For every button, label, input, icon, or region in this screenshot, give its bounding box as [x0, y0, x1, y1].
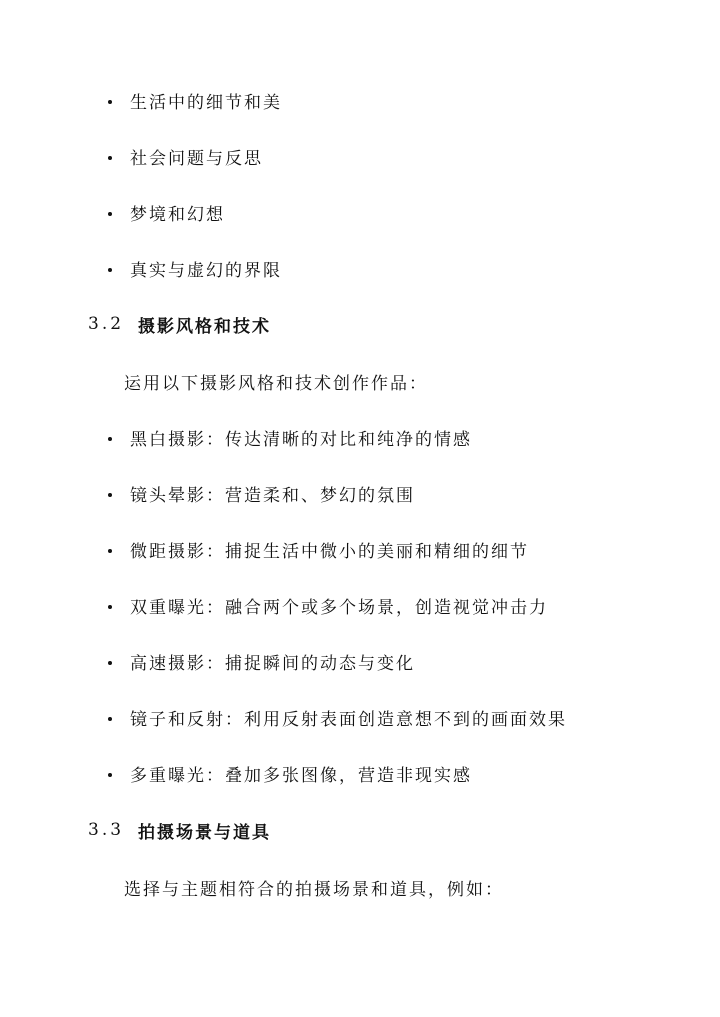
- section-intro-paragraph: 选择与主题相符合的拍摄场景和道具，例如：: [124, 879, 504, 900]
- list-item: [108, 479, 415, 507]
- list-item-text: 高速摄影：捕捉瞬间的动态与变化: [130, 653, 415, 674]
- section-number: 3.3: [88, 820, 125, 840]
- section-number: 3.2: [88, 314, 125, 334]
- bullet-icon: [108, 156, 112, 160]
- bullet-icon: [108, 268, 112, 272]
- list-item-text: 镜子和反射：利用反射表面创造意想不到的画面效果: [130, 709, 567, 730]
- list-item-text: 微距摄影：捕捉生活中微小的美丽和精细的细节: [130, 541, 529, 562]
- list-item: [108, 254, 282, 282]
- list-item-text: 双重曝光：融合两个或多个场景，创造视觉冲击力: [130, 597, 548, 618]
- bullet-icon: [108, 717, 112, 721]
- list-item: [108, 198, 225, 226]
- list-item-text: 镜头晕影：营造柔和、梦幻的氛围: [130, 485, 415, 506]
- section-title: 摄影风格和技术: [138, 316, 272, 337]
- list-item-text: 多重曝光：叠加多张图像，营造非现实感: [130, 765, 472, 786]
- bullet-icon: [108, 212, 112, 216]
- section-intro-paragraph: 运用以下摄影风格和技术创作作品：: [124, 373, 428, 394]
- bullet-icon: [108, 100, 112, 104]
- list-item-text: 黑白摄影：传达清晰的对比和纯净的情感: [130, 429, 472, 450]
- bullet-icon: [108, 493, 112, 497]
- bullet-icon: [108, 661, 112, 665]
- list-item: [108, 86, 282, 114]
- list-item-text: 梦境和幻想: [130, 204, 225, 225]
- bullet-icon: [108, 437, 112, 441]
- list-item: [108, 759, 472, 787]
- list-item: [108, 423, 472, 451]
- list-item-text: 生活中的细节和美: [130, 92, 282, 113]
- bullet-icon: [108, 773, 112, 777]
- bullet-icon: [108, 549, 112, 553]
- section-title: 拍摄场景与道具: [138, 822, 272, 843]
- list-item-text: 真实与虚幻的界限: [130, 260, 282, 281]
- list-item: [108, 703, 567, 731]
- list-item: [108, 591, 548, 619]
- section-heading-3-3: [88, 815, 271, 845]
- list-item: [108, 535, 529, 563]
- list-item: [108, 647, 415, 675]
- list-item: [108, 142, 263, 170]
- list-item-text: 社会问题与反思: [130, 148, 263, 169]
- bullet-icon: [108, 605, 112, 609]
- section-heading-3-2: [88, 309, 271, 339]
